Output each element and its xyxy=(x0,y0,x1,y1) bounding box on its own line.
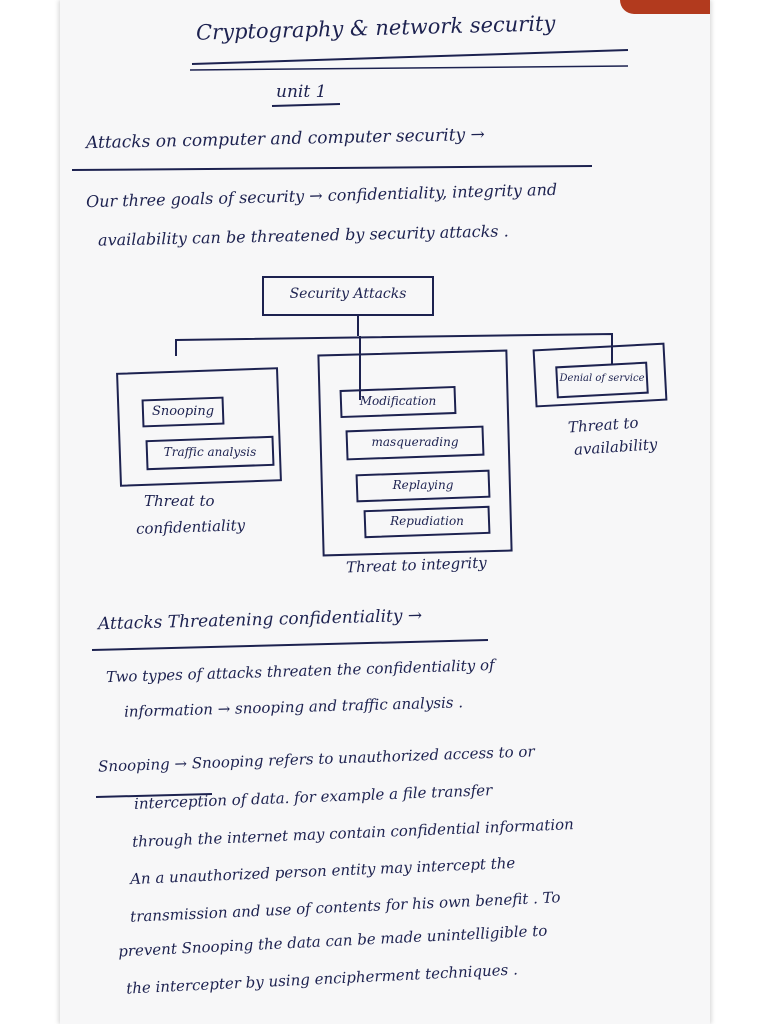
repudiation-label: Repudiation xyxy=(390,514,464,528)
confidentiality-group-box xyxy=(116,367,282,487)
body-line-1: Two types of attacks threaten the confidentiality of xyxy=(105,655,495,687)
traffic-analysis-label: Traffic analysis xyxy=(163,445,257,459)
intro-line-2: availability can be threatened by security attacks . xyxy=(97,221,509,250)
security-attacks-label: Security Attacks xyxy=(289,286,407,302)
body-line-8: prevent Snooping the data can be made unintelligible to xyxy=(117,921,548,961)
unit-label: unit 1 xyxy=(276,82,327,102)
intro-line-1: Our three goals of security → confidentiality, integrity and xyxy=(85,179,558,212)
availability-caption-line-2: availability xyxy=(573,435,658,459)
section-heading: Attacks on computer and computer security → xyxy=(85,124,486,154)
availability-caption-line-1: Threat to xyxy=(567,413,640,437)
integrity-caption: Threat to integrity xyxy=(345,553,487,577)
body-line-6: An a unauthorized person entity may intercept the xyxy=(129,853,516,889)
modification-label: Modification xyxy=(359,394,437,408)
denial-of-service-label: Denial of service xyxy=(559,373,645,384)
replaying-label: Replaying xyxy=(392,478,454,492)
page-title: Cryptography & network security xyxy=(195,11,556,45)
body-line-4: interception of data. for example a file transfer xyxy=(133,781,493,813)
body-line-9: the intercepter by using encipherment techniques . xyxy=(125,960,519,998)
snooping-label: Snooping xyxy=(151,404,215,419)
subheading: Attacks Threatening confidentiality → xyxy=(97,605,423,635)
body-line-3: Snooping → Snooping refers to unauthorized access to or xyxy=(97,742,535,776)
body-line-2: information → snooping and traffic analysis . xyxy=(123,693,464,721)
body-line-7: transmission and use of contents for his own benefit . To xyxy=(129,888,561,926)
masquerading-label: masquerading xyxy=(371,435,459,449)
body-line-5: through the internet may contain confidential information xyxy=(131,815,575,851)
confidentiality-caption-line-2: confidentiality xyxy=(135,516,246,538)
confidentiality-caption-line-1: Threat to xyxy=(144,492,215,510)
